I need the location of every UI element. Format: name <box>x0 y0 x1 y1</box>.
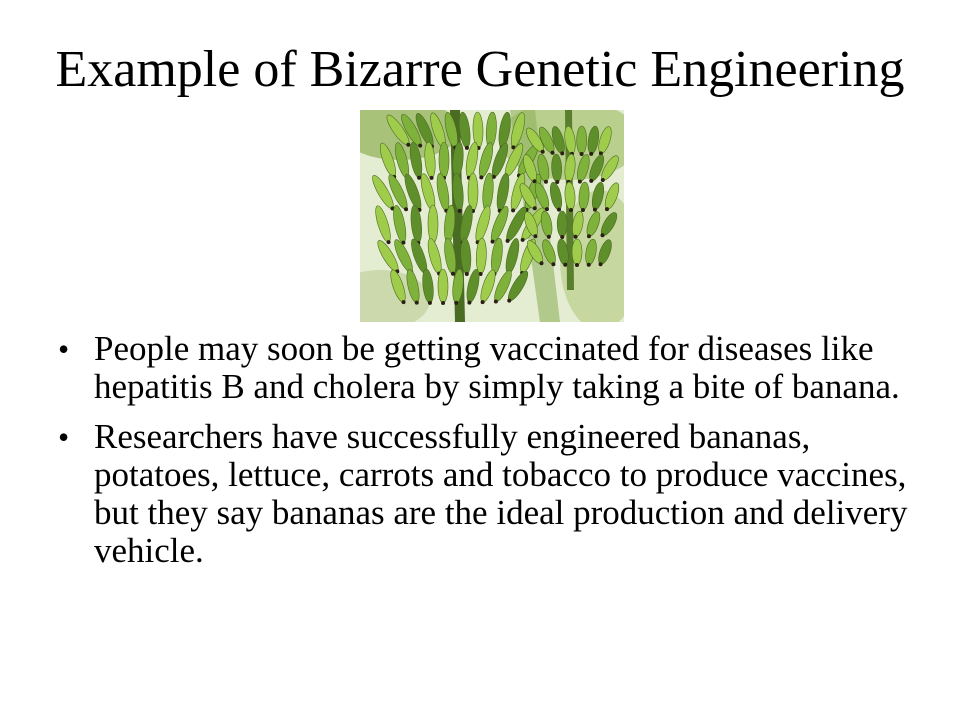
bullet-marker: • <box>58 331 70 367</box>
banana-tip <box>551 151 555 155</box>
banana-tip <box>587 234 591 238</box>
banana-tip <box>507 299 511 303</box>
banana-tip <box>605 207 609 211</box>
banana-tip <box>599 262 603 266</box>
banana-tip <box>601 233 605 237</box>
banana-tip <box>467 301 471 305</box>
banana-tip <box>574 235 578 239</box>
banana-tip <box>560 235 564 239</box>
banana-tip <box>563 263 567 267</box>
bullet-text: Researchers have successfully engineered bananas, potatoes, lettuce, carrots and tobacco to produce vaccines, but they say bananas are the ideal production and delivery vehicle. <box>94 417 908 570</box>
banana-tip <box>544 180 548 184</box>
banana-tip <box>465 272 469 276</box>
banana-tip <box>415 301 419 305</box>
banana-fruit <box>577 126 587 154</box>
banana-tip <box>430 176 434 180</box>
banana-tip <box>418 144 422 148</box>
banana-fruit <box>557 211 567 237</box>
banana-tip <box>451 272 455 276</box>
bullet-item <box>58 418 908 570</box>
banana-tip <box>494 299 498 303</box>
banana-tip <box>511 208 515 212</box>
slide-title: Example of Bizarre Genetic Engineering <box>55 41 905 98</box>
banana-tip <box>587 263 591 267</box>
banana-fruit <box>428 205 438 243</box>
banana-tip <box>601 178 605 182</box>
banana-tip <box>547 235 551 239</box>
banana-tip <box>458 209 462 213</box>
banana-tip <box>533 206 537 210</box>
banana-fruit <box>572 239 582 265</box>
banana-tip <box>441 301 445 305</box>
banana-tip <box>540 261 544 265</box>
banana-fruit <box>438 269 448 303</box>
banana-tip <box>541 150 545 154</box>
bullet-list <box>58 330 908 582</box>
banana-tip <box>491 240 495 244</box>
banana-tip <box>593 208 597 212</box>
banana-tip <box>581 208 585 212</box>
banana-fruit <box>439 142 449 178</box>
banana-tip <box>481 300 485 304</box>
banana-tip <box>465 146 469 150</box>
banana-tip <box>402 300 406 304</box>
banana-tip <box>578 180 582 184</box>
banana-tip <box>387 240 391 244</box>
banana-tip <box>589 179 593 183</box>
banana-tip <box>428 301 432 305</box>
banana-tip <box>551 262 555 266</box>
banana-tip <box>479 175 483 179</box>
banana-tip <box>560 151 564 155</box>
banana-bunches-illustration <box>360 110 624 322</box>
banana-tip <box>404 207 408 211</box>
bullet-text: People may soon be getting vaccinated for diseases like hepatitis B and cholera by simply taking a bite of banana. <box>94 329 900 406</box>
banana-tip <box>533 179 537 183</box>
banana-tip <box>557 208 561 212</box>
bullet-item <box>58 330 908 406</box>
banana-tip <box>454 301 458 305</box>
bullet-marker: • <box>58 419 70 455</box>
banana-tip <box>575 263 579 267</box>
banana-tip <box>417 176 421 180</box>
banana-tip <box>406 143 410 147</box>
banana-tip <box>521 238 525 242</box>
banana-tip <box>545 207 549 211</box>
banana-bunches-photo <box>360 110 624 322</box>
banana-tip <box>569 208 573 212</box>
banana-tip <box>580 152 584 156</box>
banana-tip <box>589 152 593 156</box>
banana-tip <box>533 234 537 238</box>
banana-tip <box>506 239 510 243</box>
